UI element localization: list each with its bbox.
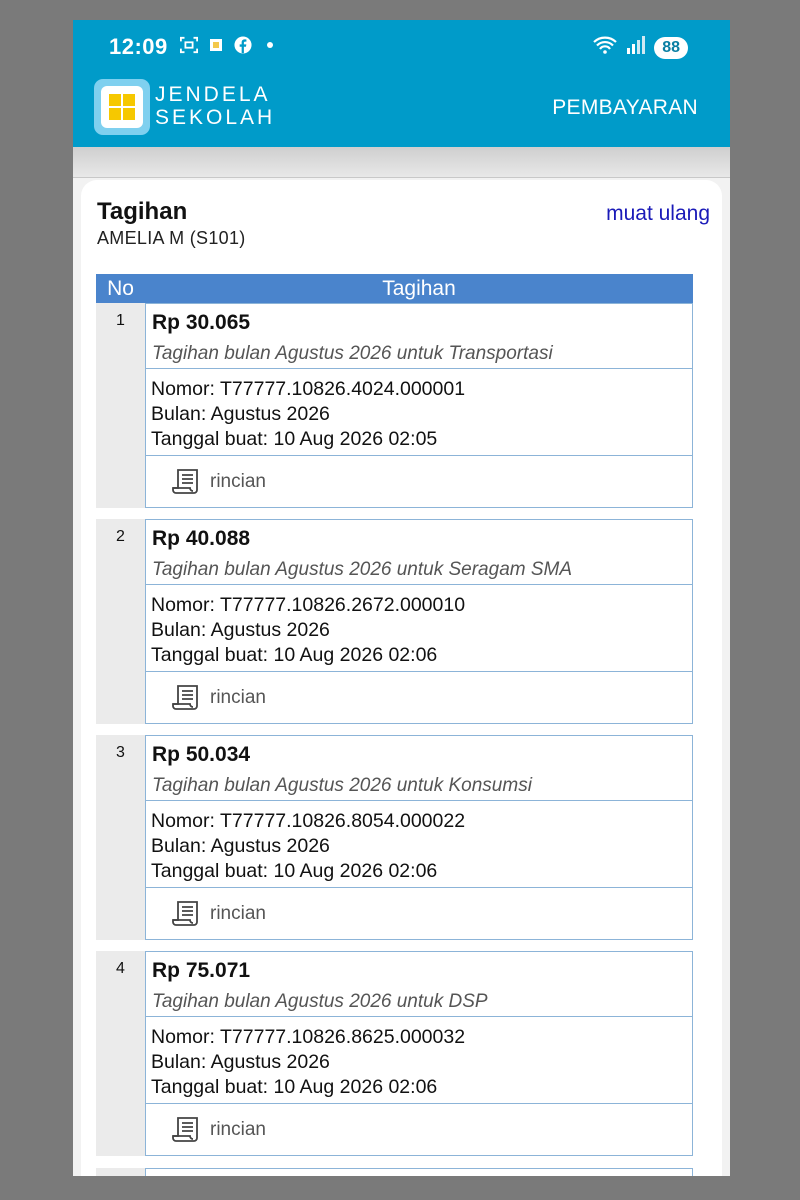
- bill-month: Bulan: Agustus 2026: [151, 835, 330, 857]
- status-time: 12:09: [109, 34, 168, 59]
- rincian-label: rincian: [210, 903, 266, 924]
- bill-created-date: Tanggal buat: 10 Aug 2026 02:06: [151, 644, 438, 666]
- app-bar: [73, 20, 730, 147]
- reload-link[interactable]: muat ulang: [606, 202, 710, 225]
- table-row-partial: [96, 1168, 693, 1176]
- bill-details: [145, 800, 693, 888]
- bill-month: Bulan: Agustus 2026: [151, 1051, 330, 1073]
- bill-month: Bulan: Agustus 2026: [151, 403, 330, 425]
- table-row: [96, 303, 693, 508]
- receipt-icon: [172, 684, 202, 712]
- bill-details: [145, 368, 693, 456]
- bill-amount: Rp 75.071: [152, 959, 251, 982]
- rincian-label: rincian: [210, 471, 266, 492]
- app-name-line2: SEKOLAH: [155, 106, 276, 129]
- bill-amount: Rp 50.034: [152, 743, 251, 766]
- bill-item: [145, 303, 693, 508]
- bill-item: [145, 1168, 693, 1176]
- bill-description: Tagihan bulan Agustus 2026 untuk Konsumsi: [152, 775, 532, 796]
- phone-screen: [73, 20, 730, 1176]
- bill-created-date: Tanggal buat: 10 Aug 2026 02:05: [151, 428, 438, 450]
- page-title: Tagihan: [97, 198, 188, 225]
- bill-amount: Rp 30.065: [152, 311, 251, 334]
- bill-item: [145, 735, 693, 940]
- bill-details: [145, 584, 693, 672]
- receipt-icon: [172, 900, 202, 928]
- column-header-tagihan: Tagihan: [382, 277, 456, 300]
- system-status: [592, 35, 688, 60]
- bill-number: Nomor: T77777.10826.4024.000001: [151, 378, 466, 400]
- row-number: 3: [96, 735, 145, 940]
- wifi-icon: [592, 35, 618, 60]
- bill-description: Tagihan bulan Agustus 2026 untuk Seragam SMA: [152, 559, 573, 580]
- row-number: 1: [96, 303, 145, 508]
- rincian-label: rincian: [210, 687, 266, 708]
- bill-created-date: Tanggal buat: 10 Aug 2026 02:06: [151, 860, 438, 882]
- bill-created-date: Tanggal buat: 10 Aug 2026 02:06: [151, 1076, 438, 1098]
- rincian-button[interactable]: [172, 684, 266, 712]
- app-name-line1: JENDELA: [155, 83, 271, 106]
- bill-number: Nomor: T77777.10826.8054.000022: [151, 810, 466, 832]
- row-number: [96, 1168, 145, 1176]
- row-number: 4: [96, 951, 145, 1156]
- bill-details: [145, 1016, 693, 1104]
- window-logo-icon: [108, 93, 136, 121]
- bill-item: [145, 519, 693, 724]
- bill-month: Bulan: Agustus 2026: [151, 619, 330, 641]
- table-header: [96, 274, 693, 303]
- table-row: [96, 519, 693, 724]
- row-number: 2: [96, 519, 145, 724]
- notification-icons: [180, 36, 279, 54]
- receipt-icon: [172, 1116, 202, 1144]
- screenshot-icon: [180, 36, 198, 54]
- column-header-no: No: [107, 277, 134, 300]
- app-bar-shadow: [73, 147, 730, 178]
- more-notifications-dot-icon: [261, 36, 279, 54]
- bill-amount: Rp 40.088: [152, 527, 251, 550]
- rincian-label: rincian: [210, 1119, 266, 1140]
- rincian-button[interactable]: [172, 468, 266, 496]
- bill-number: Nomor: T77777.10826.2672.000010: [151, 594, 466, 616]
- pembayaran-button[interactable]: PEMBAYARAN: [552, 96, 698, 119]
- student-name: AMELIA M (S101): [97, 228, 246, 248]
- battery-indicator: 88: [654, 37, 688, 59]
- signal-icon: [626, 36, 646, 59]
- bill-item: [145, 951, 693, 1156]
- bill-description: Tagihan bulan Agustus 2026 untuk DSP: [152, 991, 488, 1012]
- app-name: [155, 83, 275, 129]
- bill-description: Tagihan bulan Agustus 2026 untuk Transportasi: [152, 343, 553, 364]
- sim-icon: [207, 36, 225, 54]
- bill-number: Nomor: T77777.10826.8625.000032: [151, 1026, 466, 1048]
- table-row: [96, 951, 693, 1156]
- rincian-button[interactable]: [172, 1116, 266, 1144]
- app-logo: [94, 79, 150, 135]
- rincian-button[interactable]: [172, 900, 266, 928]
- table-row: [96, 735, 693, 940]
- receipt-icon: [172, 468, 202, 496]
- facebook-icon: [234, 36, 252, 54]
